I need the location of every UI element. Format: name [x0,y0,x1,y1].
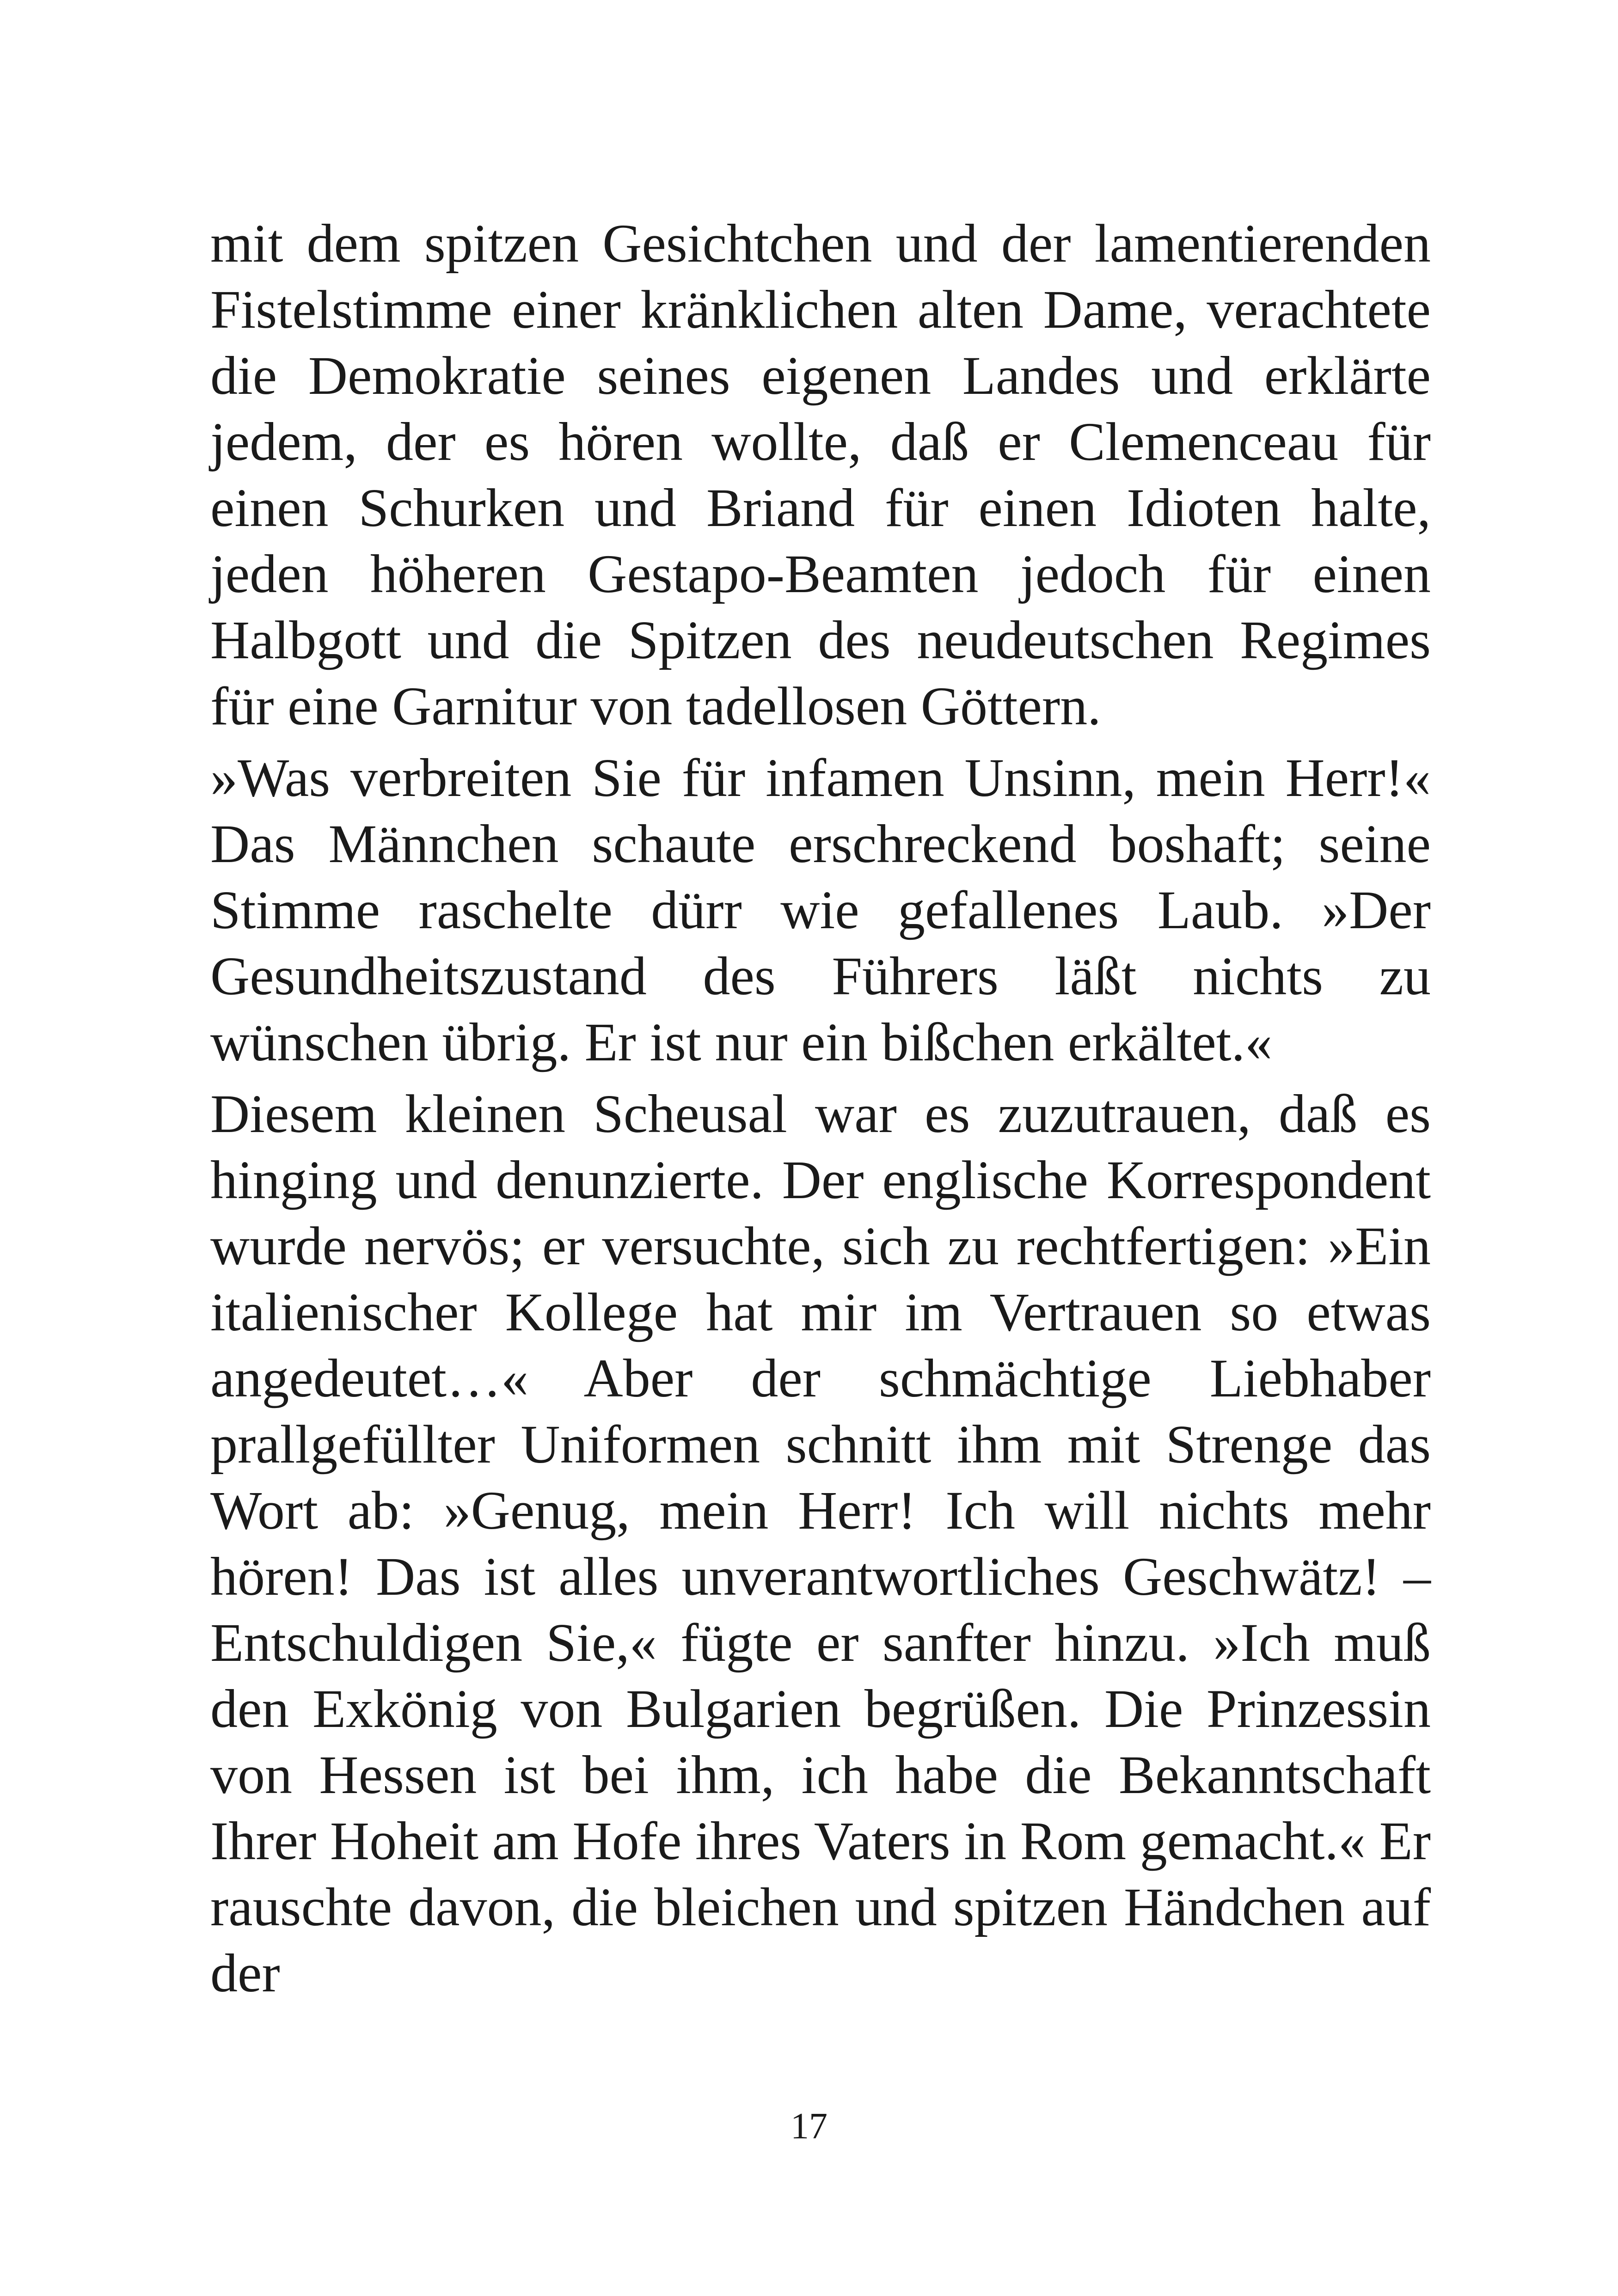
paragraph-2: »Was verbreiten Sie für infamen Unsinn, mein Herr!« Das Männchen schaute erschreckend boshaft; seine Stimme raschelte dürr wie gefallenes Laub. »Der Gesundheitszustand des Führers läßt nichts zu wünschen übrig. Er ist nur ein bißchen erkältet.« [210,747,1431,1072]
page-body [210,210,1431,2012]
page-number: 17 [791,2106,827,2147]
paragraph-1: mit dem spitzen Gesichtchen und der lamentierenden Fistelstimme einer kränklichen alten Dame, verachtete die Demokratie seines eigenen Landes und erklärte jedem, der es hören wollte, daß er Clemenceau für einen Schurken und Briand für einen Idioten halte, jeden höheren Gestapo-Beamten jedoch für einen Halbgott und die Spitzen des neudeutschen Regimes für eine Garnitur von tadellosen Göttern. [210,213,1431,736]
paragraph-3: Diesem kleinen Scheusal war es zuzutrauen, daß es hinging und denunzierte. Der englische Korrespondent wurde nervös; er versuchte, sich zu rechtfertigen: »Ein italienischer Kollege hat mir im Vertrauen so etwas angedeutet…« Aber der schmächtige Liebhaber prallgefüllter Uniformen schnitt ihm mit Strenge das Wort ab: »Genug, mein Herr! Ich will nichts mehr hören! Das ist alles unverantwortliches Geschwätz! – Entschuldigen Sie,« fügte er sanfter hinzu. »Ich muß den Exkönig von Bulgarien begrüßen. Die Prinzessin von Hessen ist bei ihm, ich habe die Bekanntschaft Ihrer Hoheit am Hofe ihres Vaters in Rom gemacht.« Er rauschte davon, die bleichen und spitzen Händchen auf der [210,1084,1431,2003]
